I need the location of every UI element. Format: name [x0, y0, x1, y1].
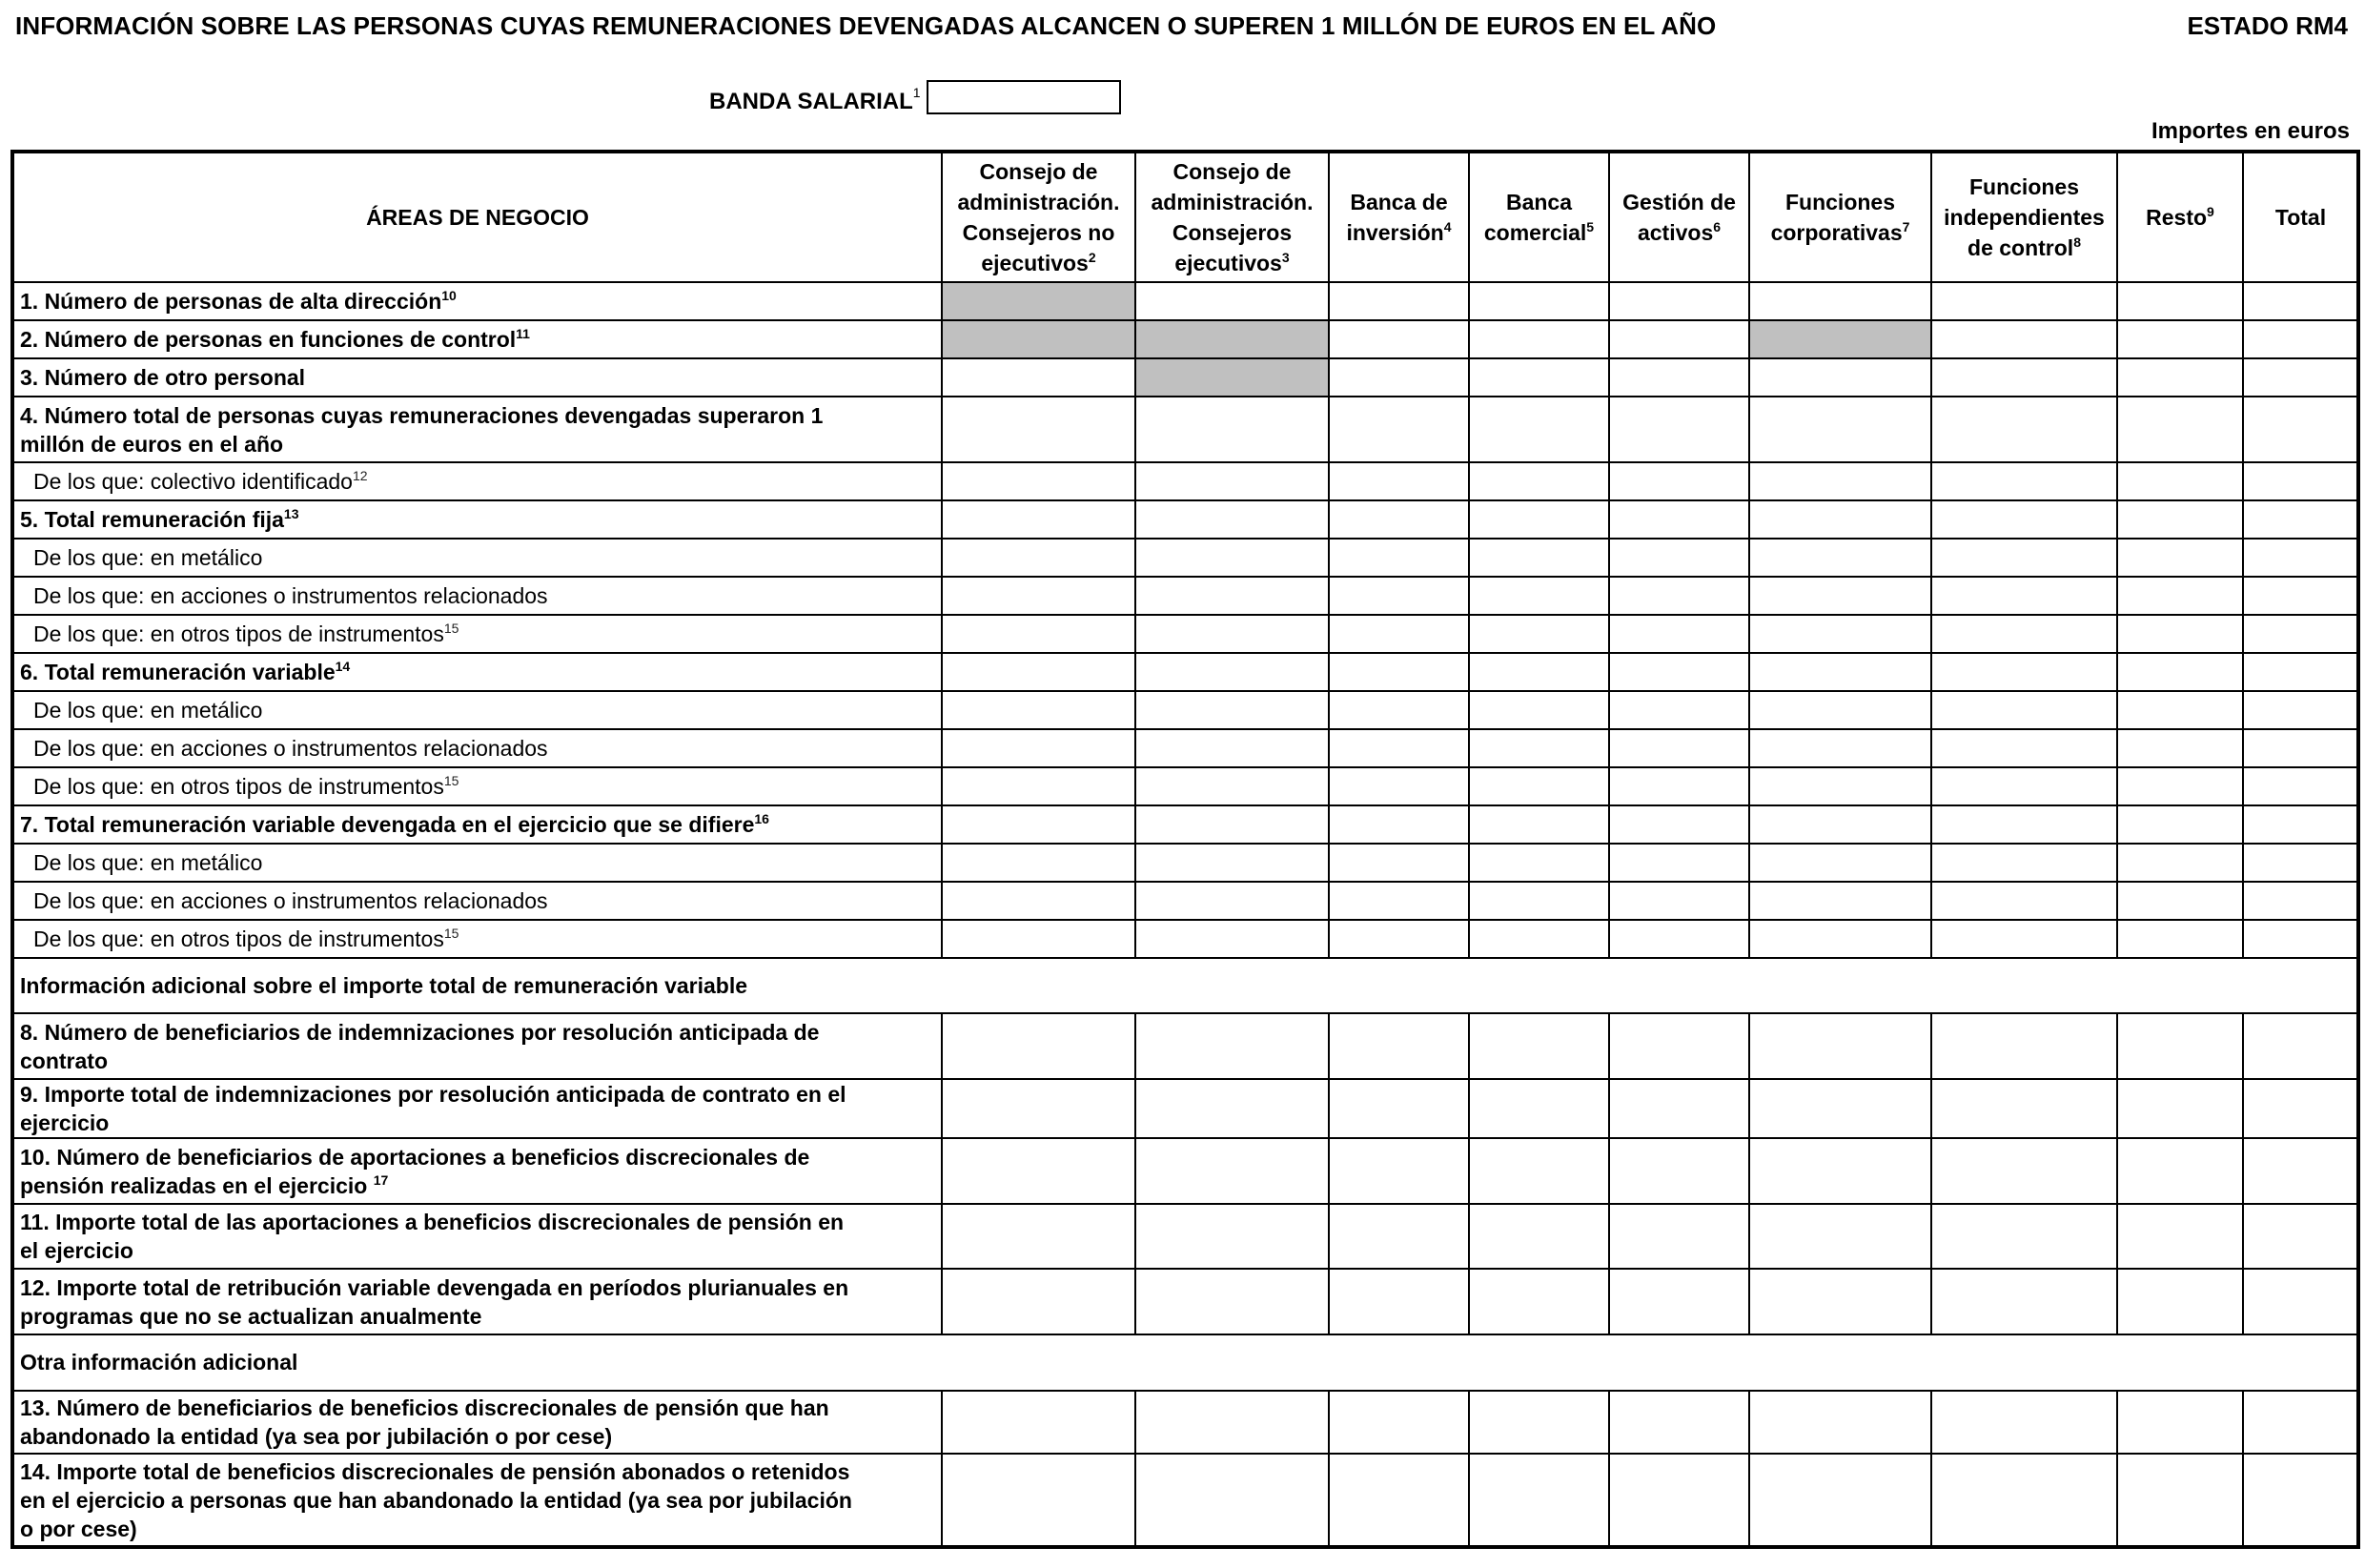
- input-cell[interactable]: [1749, 844, 1931, 882]
- input-cell[interactable]: [1469, 1454, 1609, 1547]
- salary-band-input[interactable]: [927, 80, 1121, 114]
- input-cell[interactable]: [2243, 691, 2358, 729]
- input-cell[interactable]: [2243, 462, 2358, 500]
- input-cell[interactable]: [1609, 282, 1749, 320]
- input-cell[interactable]: [1135, 1138, 1329, 1204]
- input-cell[interactable]: [1329, 729, 1469, 767]
- row-label: 1. Número de personas de alta dirección$^{10}$: [12, 282, 942, 320]
- input-cell[interactable]: [1609, 844, 1749, 882]
- input-cell[interactable]: [1329, 1454, 1469, 1547]
- input-cell[interactable]: [1469, 1138, 1609, 1204]
- input-cell[interactable]: [2117, 320, 2243, 358]
- input-cell[interactable]: [2243, 1079, 2358, 1138]
- input-cell[interactable]: [1469, 1204, 1609, 1269]
- input-cell[interactable]: [1135, 577, 1329, 615]
- row-label: 5. Total remuneración fija$^{13}$: [12, 500, 942, 539]
- input-cell[interactable]: [1609, 1204, 1749, 1269]
- input-cell[interactable]: [1609, 920, 1749, 958]
- input-cell[interactable]: [1931, 882, 2117, 920]
- table-row: [12, 844, 2358, 882]
- row-label: 6. Total remuneración variable$^{14}$: [12, 653, 942, 691]
- input-cell[interactable]: [1469, 615, 1609, 653]
- table-row: [12, 500, 2358, 539]
- input-cell[interactable]: [2117, 397, 2243, 462]
- table-row: [12, 358, 2358, 397]
- input-cell[interactable]: [1931, 844, 2117, 882]
- disabled-cell: [1749, 320, 1931, 358]
- table-row: [12, 577, 2358, 615]
- input-cell[interactable]: [1749, 1204, 1931, 1269]
- input-cell[interactable]: [1469, 691, 1609, 729]
- salary-band-label: BANDA SALARIAL$^1$: [709, 85, 921, 114]
- row-label: 9. Importe total de indemnizaciones por resolución anticipada de contrato en el ejercicio: [12, 1079, 942, 1138]
- input-cell[interactable]: [1469, 397, 1609, 462]
- table-row: [12, 653, 2358, 691]
- input-cell[interactable]: [1749, 729, 1931, 767]
- input-cell[interactable]: [1329, 805, 1469, 844]
- input-cell[interactable]: [2117, 729, 2243, 767]
- input-cell[interactable]: [1609, 1079, 1749, 1138]
- input-cell[interactable]: [2117, 1204, 2243, 1269]
- input-cell[interactable]: [1469, 282, 1609, 320]
- input-cell[interactable]: [1469, 767, 1609, 805]
- input-cell[interactable]: [1749, 805, 1931, 844]
- input-cell[interactable]: [1931, 1269, 2117, 1334]
- input-cell[interactable]: [1329, 462, 1469, 500]
- section-heading: Otra información adicional: [12, 1334, 2358, 1391]
- input-cell[interactable]: [1329, 500, 1469, 539]
- input-cell[interactable]: [2243, 1454, 2358, 1547]
- disabled-cell: [1135, 320, 1329, 358]
- table-row: [12, 1204, 2358, 1269]
- salary-band: [709, 80, 1121, 114]
- input-cell[interactable]: [1135, 397, 1329, 462]
- input-cell[interactable]: [2243, 358, 2358, 397]
- row-label: De los que: en otros tipos de instrumentos$^{15}$: [12, 615, 942, 653]
- header-resto: Resto$^9$: [2117, 152, 2243, 282]
- input-cell[interactable]: [942, 539, 1135, 577]
- disabled-cell: [942, 282, 1135, 320]
- input-cell[interactable]: [1609, 358, 1749, 397]
- input-cell[interactable]: [1609, 615, 1749, 653]
- input-cell[interactable]: [1329, 882, 1469, 920]
- input-cell[interactable]: [1931, 805, 2117, 844]
- input-cell[interactable]: [2117, 767, 2243, 805]
- input-cell[interactable]: [2117, 844, 2243, 882]
- input-cell[interactable]: [1931, 653, 2117, 691]
- header-consejo-no-ejecutivos: Consejo de administración. Consejeros no ejecutivos$^2$: [942, 152, 1135, 282]
- input-cell[interactable]: [1749, 615, 1931, 653]
- input-cell[interactable]: [2117, 462, 2243, 500]
- header-row: [12, 152, 2358, 282]
- input-cell[interactable]: [1469, 1269, 1609, 1334]
- section-row: [12, 1334, 2358, 1391]
- row-label: De los que: en metálico: [12, 539, 942, 577]
- input-cell[interactable]: [1749, 1391, 1931, 1454]
- input-cell[interactable]: [1609, 500, 1749, 539]
- input-cell[interactable]: [2117, 653, 2243, 691]
- input-cell[interactable]: [1135, 767, 1329, 805]
- row-label: 7. Total remuneración variable devengada en el ejercicio que se difiere$^{16}$: [12, 805, 942, 844]
- disabled-cell: [942, 320, 1135, 358]
- input-cell[interactable]: [1135, 1013, 1329, 1079]
- input-cell[interactable]: [1931, 691, 2117, 729]
- table-row: [12, 1454, 2358, 1547]
- input-cell[interactable]: [1469, 539, 1609, 577]
- form-title: INFORMACIÓN SOBRE LAS PERSONAS CUYAS REMUNERACIONES DEVENGADAS ALCANCEN O SUPEREN 1 MILLÓN DE EUROS EN EL AÑO: [15, 11, 1717, 40]
- header-areas: ÁREAS DE NEGOCIO: [12, 152, 942, 282]
- row-label: De los que: en metálico: [12, 844, 942, 882]
- input-cell[interactable]: [1931, 320, 2117, 358]
- section-heading: Información adicional sobre el importe total de remuneración variable: [12, 958, 2358, 1013]
- table-row: [12, 767, 2358, 805]
- input-cell[interactable]: [1329, 920, 1469, 958]
- input-cell[interactable]: [1931, 767, 2117, 805]
- input-cell[interactable]: [2117, 358, 2243, 397]
- input-cell[interactable]: [1469, 1079, 1609, 1138]
- input-cell[interactable]: [1749, 462, 1931, 500]
- input-cell[interactable]: [942, 1138, 1135, 1204]
- input-cell[interactable]: [1931, 358, 2117, 397]
- input-cell[interactable]: [1135, 1454, 1329, 1547]
- input-cell[interactable]: [1749, 882, 1931, 920]
- input-cell[interactable]: [1749, 1079, 1931, 1138]
- input-cell[interactable]: [1931, 1454, 2117, 1547]
- input-cell[interactable]: [1469, 1391, 1609, 1454]
- input-cell[interactable]: [1931, 539, 2117, 577]
- input-cell[interactable]: [942, 1013, 1135, 1079]
- row-label: De los que: en otros tipos de instrumentos$^{15}$: [12, 920, 942, 958]
- input-cell[interactable]: [2117, 882, 2243, 920]
- input-cell[interactable]: [1469, 1013, 1609, 1079]
- input-cell[interactable]: [1329, 1079, 1469, 1138]
- table-row: [12, 805, 2358, 844]
- input-cell[interactable]: [1749, 577, 1931, 615]
- input-cell[interactable]: [2243, 500, 2358, 539]
- input-cell[interactable]: [1469, 920, 1609, 958]
- input-cell[interactable]: [1135, 653, 1329, 691]
- input-cell[interactable]: [1749, 691, 1931, 729]
- input-cell[interactable]: [942, 1391, 1135, 1454]
- input-cell[interactable]: [2243, 1391, 2358, 1454]
- input-cell[interactable]: [1609, 462, 1749, 500]
- input-cell[interactable]: [1749, 1013, 1931, 1079]
- input-cell[interactable]: [1749, 539, 1931, 577]
- row-label: De los que: en acciones o instrumentos relacionados: [12, 577, 942, 615]
- table-row: [12, 462, 2358, 500]
- input-cell[interactable]: [942, 1079, 1135, 1138]
- input-cell[interactable]: [1609, 729, 1749, 767]
- input-cell[interactable]: [2117, 805, 2243, 844]
- input-cell[interactable]: [1135, 462, 1329, 500]
- input-cell[interactable]: [2117, 1079, 2243, 1138]
- input-cell[interactable]: [1749, 920, 1931, 958]
- input-cell[interactable]: [1609, 577, 1749, 615]
- table-row: [12, 882, 2358, 920]
- input-cell[interactable]: [2117, 1138, 2243, 1204]
- row-label: 12. Importe total de retribución variable devengada en períodos plurianuales en programas que no se actualizan anualmente: [12, 1269, 942, 1334]
- row-label: 2. Número de personas en funciones de control$^{11}$: [12, 320, 942, 358]
- row-label: 13. Número de beneficiarios de beneficios discrecionales de pensión que han abandonado la entidad (ya sea por jubilación o por cese): [12, 1391, 942, 1454]
- input-cell[interactable]: [942, 397, 1135, 462]
- input-cell[interactable]: [1329, 691, 1469, 729]
- input-cell[interactable]: [1469, 500, 1609, 539]
- input-cell[interactable]: [1469, 805, 1609, 844]
- input-cell[interactable]: [2117, 920, 2243, 958]
- input-cell[interactable]: [2117, 500, 2243, 539]
- input-cell[interactable]: [1749, 1138, 1931, 1204]
- input-cell[interactable]: [1931, 729, 2117, 767]
- input-cell[interactable]: [2243, 1013, 2358, 1079]
- input-cell[interactable]: [942, 729, 1135, 767]
- input-cell[interactable]: [2243, 1204, 2358, 1269]
- input-cell[interactable]: [1931, 500, 2117, 539]
- input-cell[interactable]: [2117, 1454, 2243, 1547]
- input-cell[interactable]: [942, 500, 1135, 539]
- input-cell[interactable]: [1749, 500, 1931, 539]
- input-cell[interactable]: [1329, 1204, 1469, 1269]
- row-label: De los que: en acciones o instrumentos relacionados: [12, 882, 942, 920]
- input-cell[interactable]: [1135, 282, 1329, 320]
- table-row: [12, 1079, 2358, 1138]
- input-cell[interactable]: [1749, 358, 1931, 397]
- input-cell[interactable]: [1329, 1269, 1469, 1334]
- input-cell[interactable]: [2117, 691, 2243, 729]
- input-cell[interactable]: [1469, 320, 1609, 358]
- table-row: [12, 320, 2358, 358]
- input-cell[interactable]: [1469, 653, 1609, 691]
- input-cell[interactable]: [1469, 462, 1609, 500]
- header-banca-comercial: Banca comercial$^5$: [1469, 152, 1609, 282]
- table-row: [12, 729, 2358, 767]
- input-cell[interactable]: [942, 615, 1135, 653]
- input-cell[interactable]: [1749, 767, 1931, 805]
- units-note: Importes en euros: [2151, 118, 2350, 144]
- input-cell[interactable]: [1329, 844, 1469, 882]
- input-cell[interactable]: [1609, 691, 1749, 729]
- input-cell[interactable]: [2243, 539, 2358, 577]
- table-row: [12, 397, 2358, 462]
- input-cell[interactable]: [1609, 1454, 1749, 1547]
- input-cell[interactable]: [1329, 1138, 1469, 1204]
- input-cell[interactable]: [1135, 729, 1329, 767]
- row-label: De los que: en otros tipos de instrumentos$^{15}$: [12, 767, 942, 805]
- row-label: 14. Importe total de beneficios discrecionales de pensión abonados o retenidos en el ejercicio a personas que han abandonado la entidad (ya sea por jubilación o por cese): [12, 1454, 942, 1547]
- form-code: ESTADO RM4: [2187, 11, 2348, 40]
- input-cell[interactable]: [942, 1269, 1135, 1334]
- row-label: De los que: en acciones o instrumentos relacionados: [12, 729, 942, 767]
- table-row: [12, 920, 2358, 958]
- input-cell[interactable]: [1609, 805, 1749, 844]
- input-cell[interactable]: [1329, 653, 1469, 691]
- input-cell[interactable]: [1135, 1204, 1329, 1269]
- input-cell[interactable]: [1329, 358, 1469, 397]
- disabled-cell: [1135, 358, 1329, 397]
- input-cell[interactable]: [942, 920, 1135, 958]
- input-cell[interactable]: [1931, 282, 2117, 320]
- row-label: De los que: en metálico: [12, 691, 942, 729]
- input-cell[interactable]: [1135, 844, 1329, 882]
- input-cell[interactable]: [1135, 500, 1329, 539]
- input-cell[interactable]: [1135, 1079, 1329, 1138]
- table-row: [12, 615, 2358, 653]
- table-row: [12, 539, 2358, 577]
- input-cell[interactable]: [1135, 615, 1329, 653]
- input-cell[interactable]: [2243, 320, 2358, 358]
- input-cell[interactable]: [2243, 767, 2358, 805]
- row-label: 8. Número de beneficiarios de indemnizaciones por resolución anticipada de contrato: [12, 1013, 942, 1079]
- input-cell[interactable]: [1749, 282, 1931, 320]
- input-cell[interactable]: [1609, 1013, 1749, 1079]
- input-cell[interactable]: [2243, 653, 2358, 691]
- section-row: [12, 958, 2358, 1013]
- input-cell[interactable]: [942, 1204, 1135, 1269]
- input-cell[interactable]: [942, 844, 1135, 882]
- input-cell[interactable]: [1931, 1079, 2117, 1138]
- input-cell[interactable]: [1931, 1391, 2117, 1454]
- input-cell[interactable]: [2243, 397, 2358, 462]
- input-cell[interactable]: [942, 653, 1135, 691]
- input-cell[interactable]: [2117, 1269, 2243, 1334]
- input-cell[interactable]: [2243, 577, 2358, 615]
- input-cell[interactable]: [1609, 539, 1749, 577]
- input-cell[interactable]: [1469, 577, 1609, 615]
- input-cell[interactable]: [1135, 920, 1329, 958]
- table-row: [12, 1269, 2358, 1334]
- input-cell[interactable]: [2243, 729, 2358, 767]
- row-label: De los que: colectivo identificado$^{12}$: [12, 462, 942, 500]
- input-cell[interactable]: [2243, 805, 2358, 844]
- input-cell[interactable]: [1329, 282, 1469, 320]
- input-cell[interactable]: [1469, 358, 1609, 397]
- table-row: [12, 1138, 2358, 1204]
- input-cell[interactable]: [1469, 729, 1609, 767]
- input-cell[interactable]: [942, 805, 1135, 844]
- input-cell[interactable]: [2243, 615, 2358, 653]
- input-cell[interactable]: [1609, 882, 1749, 920]
- input-cell[interactable]: [1931, 397, 2117, 462]
- input-cell[interactable]: [942, 358, 1135, 397]
- input-cell[interactable]: [2243, 1269, 2358, 1334]
- table-row: [12, 282, 2358, 320]
- row-label: 4. Número total de personas cuyas remuneraciones devengadas superaron 1 millón de euros en el año: [12, 397, 942, 462]
- table-row: [12, 1391, 2358, 1454]
- input-cell[interactable]: [1135, 805, 1329, 844]
- row-label: 11. Importe total de las aportaciones a beneficios discrecionales de pensión en el ejercicio: [12, 1204, 942, 1269]
- input-cell[interactable]: [1931, 462, 2117, 500]
- input-cell[interactable]: [2243, 1138, 2358, 1204]
- input-cell[interactable]: [1329, 1013, 1469, 1079]
- remuneration-table: [10, 150, 2360, 1549]
- input-cell[interactable]: [1135, 539, 1329, 577]
- input-cell[interactable]: [1609, 320, 1749, 358]
- input-cell[interactable]: [2117, 1391, 2243, 1454]
- input-cell[interactable]: [2117, 615, 2243, 653]
- input-cell[interactable]: [1609, 1391, 1749, 1454]
- input-cell[interactable]: [1609, 1269, 1749, 1334]
- input-cell[interactable]: [2243, 844, 2358, 882]
- header-gestion-activos: Gestión de activos$^6$: [1609, 152, 1749, 282]
- input-cell[interactable]: [1609, 397, 1749, 462]
- input-cell[interactable]: [1329, 577, 1469, 615]
- input-cell[interactable]: [942, 882, 1135, 920]
- input-cell[interactable]: [2117, 577, 2243, 615]
- table-row: [12, 1013, 2358, 1079]
- input-cell[interactable]: [1329, 767, 1469, 805]
- input-cell[interactable]: [1469, 844, 1609, 882]
- input-cell[interactable]: [1135, 691, 1329, 729]
- header-total: Total: [2243, 152, 2358, 282]
- input-cell[interactable]: [1135, 1391, 1329, 1454]
- input-cell[interactable]: [2117, 1013, 2243, 1079]
- input-cell[interactable]: [1931, 615, 2117, 653]
- row-label: 3. Número de otro personal: [12, 358, 942, 397]
- table-row: [12, 691, 2358, 729]
- input-cell[interactable]: [1329, 615, 1469, 653]
- input-cell[interactable]: [1609, 767, 1749, 805]
- input-cell[interactable]: [942, 767, 1135, 805]
- input-cell[interactable]: [942, 1454, 1135, 1547]
- input-cell[interactable]: [1329, 539, 1469, 577]
- input-cell[interactable]: [1931, 920, 2117, 958]
- input-cell[interactable]: [942, 577, 1135, 615]
- input-cell[interactable]: [1469, 882, 1609, 920]
- row-label: 10. Número de beneficiarios de aportaciones a beneficios discrecionales de pensión realizadas en el ejercicio $^{17}$: [12, 1138, 942, 1204]
- header-consejo-ejecutivos: Consejo de administración. Consejeros ejecutivos$^3$: [1135, 152, 1329, 282]
- header-funciones-control: Funciones independientes de control$^8$: [1931, 152, 2117, 282]
- input-cell[interactable]: [1135, 882, 1329, 920]
- input-cell[interactable]: [1329, 397, 1469, 462]
- input-cell[interactable]: [1931, 577, 2117, 615]
- input-cell[interactable]: [1931, 1138, 2117, 1204]
- input-cell[interactable]: [1749, 1454, 1931, 1547]
- input-cell[interactable]: [1931, 1013, 2117, 1079]
- input-cell[interactable]: [2117, 282, 2243, 320]
- input-cell[interactable]: [1931, 1204, 2117, 1269]
- input-cell[interactable]: [1749, 653, 1931, 691]
- input-cell[interactable]: [2243, 282, 2358, 320]
- header-banca-inversion: Banca de inversión$^4$: [1329, 152, 1469, 282]
- header-funciones-corporativas: Funciones corporativas$^7$: [1749, 152, 1931, 282]
- input-cell[interactable]: [942, 691, 1135, 729]
- input-cell[interactable]: [1609, 653, 1749, 691]
- input-cell[interactable]: [1749, 1269, 1931, 1334]
- input-cell[interactable]: [2117, 539, 2243, 577]
- input-cell[interactable]: [2243, 920, 2358, 958]
- input-cell[interactable]: [1329, 1391, 1469, 1454]
- input-cell[interactable]: [1329, 320, 1469, 358]
- input-cell[interactable]: [942, 462, 1135, 500]
- input-cell[interactable]: [1749, 397, 1931, 462]
- input-cell[interactable]: [2243, 882, 2358, 920]
- input-cell[interactable]: [1609, 1138, 1749, 1204]
- input-cell[interactable]: [1135, 1269, 1329, 1334]
